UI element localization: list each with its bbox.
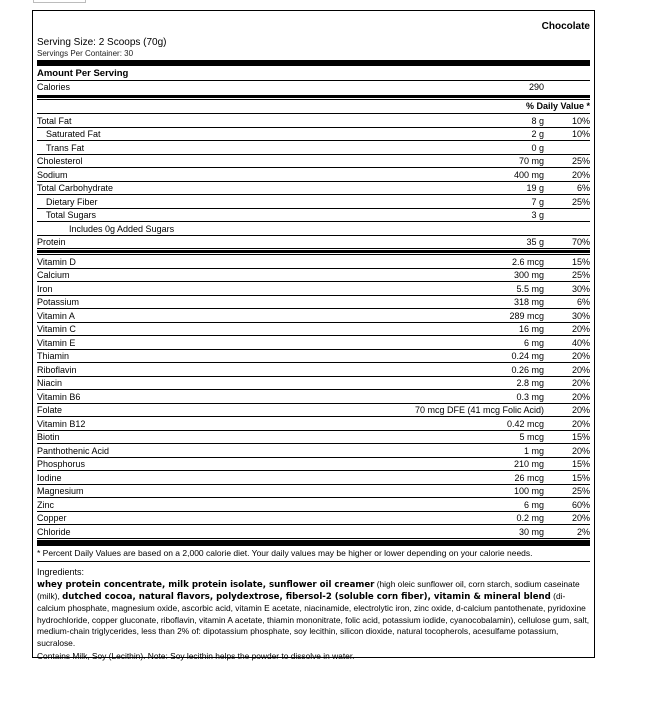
nutrient-row bbox=[37, 155, 590, 169]
nutrient-name: Protein bbox=[37, 237, 66, 247]
nutrient-amount: 1 mg bbox=[523, 445, 544, 456]
nutrient-row bbox=[37, 182, 590, 196]
nutrient-daily-value: 10% bbox=[571, 129, 590, 139]
nutrient-daily-value: 30% bbox=[571, 283, 590, 294]
nutrient-amount: 6 mg bbox=[523, 499, 544, 510]
nutrient-name: Sodium bbox=[37, 169, 68, 180]
nutrient-name: Total Fat bbox=[37, 115, 72, 126]
nutrient-amount: 19 g bbox=[526, 183, 544, 193]
nutrient-daily-value: 6% bbox=[576, 297, 590, 307]
nutrient-row bbox=[37, 431, 590, 445]
nutrient-name: Total Sugars bbox=[46, 210, 97, 220]
calories-value: 290 bbox=[528, 82, 544, 92]
nutrient-name: Folate bbox=[37, 405, 63, 415]
nutrient-name: Vitamin B6 bbox=[37, 391, 81, 402]
nutrient-row bbox=[37, 363, 590, 377]
nutrient-name: Riboflavin bbox=[37, 364, 77, 375]
nutrient-daily-value: 20% bbox=[571, 169, 590, 180]
nutrient-amount: 26 mcg bbox=[514, 472, 544, 483]
nutrient-name: Vitamin E bbox=[37, 337, 76, 348]
nutrient-daily-value: 6% bbox=[576, 183, 590, 193]
nutrient-name: Vitamin D bbox=[37, 256, 76, 267]
nutrient-name: Niacin bbox=[37, 378, 63, 388]
daily-value-header: % Daily Value * bbox=[37, 100, 590, 114]
nutrient-amount: 300 mg bbox=[513, 270, 544, 280]
nutrient-amount: 5 mcg bbox=[519, 432, 544, 442]
nutrient-name: Includes 0g Added Sugars bbox=[69, 223, 175, 234]
nutrient-name: Magnesium bbox=[37, 486, 84, 496]
nutrient-amount: 2 g bbox=[531, 129, 544, 139]
nutrient-daily-value: 20% bbox=[571, 364, 590, 375]
nutrient-row bbox=[37, 458, 590, 472]
nutrient-daily-value: 20% bbox=[571, 418, 590, 429]
calories-label: Calories bbox=[37, 82, 71, 92]
nutrient-amount: 210 mg bbox=[513, 459, 544, 469]
nutrient-amount: 8 g bbox=[531, 115, 544, 126]
nutrient-amount: 0.3 mg bbox=[516, 391, 544, 402]
nutrient-row bbox=[37, 323, 590, 337]
nutrient-row bbox=[37, 222, 590, 236]
nutrient-name: Biotin bbox=[37, 432, 60, 442]
nutrient-daily-value: 40% bbox=[571, 337, 590, 348]
nutrient-row bbox=[37, 350, 590, 364]
nutrient-row bbox=[37, 168, 590, 182]
nutrient-amount: 0 g bbox=[531, 142, 544, 153]
nutrient-row bbox=[37, 498, 590, 512]
nutrient-daily-value: 15% bbox=[571, 459, 590, 469]
ingredients-title: Ingredients: bbox=[37, 566, 85, 577]
nutrient-name: Vitamin C bbox=[37, 324, 76, 334]
nutrient-amount: 3 g bbox=[531, 210, 544, 220]
nutrient-amount: 0.26 mg bbox=[511, 364, 544, 375]
nutrient-daily-value: 15% bbox=[571, 432, 590, 442]
nutrient-amount: 100 mg bbox=[513, 486, 544, 496]
nutrient-row bbox=[37, 390, 590, 404]
top-tab-box bbox=[33, 0, 86, 3]
nutrient-name: Dietary Fiber bbox=[46, 196, 98, 207]
macronutrient-list bbox=[37, 114, 590, 249]
nutrient-name: Iodine bbox=[37, 472, 62, 483]
nutrient-row bbox=[37, 296, 590, 310]
nutrient-daily-value: 10% bbox=[571, 115, 590, 126]
nutrient-daily-value: 30% bbox=[571, 310, 590, 321]
nutrient-name: Zinc bbox=[37, 499, 55, 510]
nutrient-amount: 5.5 mg bbox=[516, 283, 544, 294]
nutrient-row bbox=[37, 236, 590, 250]
nutrient-name: Vitamin A bbox=[37, 310, 75, 321]
nutrient-amount: 400 mg bbox=[513, 169, 544, 180]
nutrient-row bbox=[37, 269, 590, 283]
nutrient-amount: 0.2 mg bbox=[516, 513, 544, 523]
nutrient-daily-value: 60% bbox=[571, 499, 590, 510]
nutrient-daily-value: 70% bbox=[571, 237, 590, 247]
nutrition-facts-label bbox=[32, 10, 595, 661]
nutrient-row bbox=[37, 444, 590, 458]
nutrient-amount: 16 mg bbox=[518, 324, 544, 334]
micronutrient-list bbox=[37, 255, 590, 539]
nutrient-name: Cholesterol bbox=[37, 156, 83, 166]
nutrient-row bbox=[37, 336, 590, 350]
nutrient-name: Phosphorus bbox=[37, 459, 86, 469]
ingredient-segment: (di-calcium phosphate, magnesium oxide, ascorbic acid, vitamin E acetate, niacinamide, electrolytic iron, zinc oxide, d-calcium pantothenate, pyridoxine hydrochloride, copper gluconate, riboflavin, vitamin A acetate, thiamin mononitrate, folic acid, potassium iodide, cyanocobalamin), cellulose gum, salt, medium-chain triglycerides, less than 2% of: dipotassium phosphate, soy lecithin, silicon dioxide, natural tocopherols, acesulfame potassium, sucralose. bbox=[37, 590, 590, 648]
nutrient-name: Panthothenic Acid bbox=[37, 445, 110, 456]
servings-per-container: Servings Per Container: 30 bbox=[37, 49, 134, 58]
nutrient-daily-value: 20% bbox=[571, 445, 590, 456]
nutrient-name: Calcium bbox=[37, 270, 70, 280]
nutrient-row bbox=[37, 471, 590, 485]
nutrient-row bbox=[37, 512, 590, 526]
nutrient-amount: 70 mcg DFE (41 mcg Folic Acid) bbox=[414, 405, 544, 415]
nutrient-daily-value: 25% bbox=[571, 196, 590, 207]
nutrient-daily-value: 20% bbox=[571, 513, 590, 523]
nutrient-amount: 2.6 mcg bbox=[511, 256, 544, 267]
nutrient-row bbox=[37, 114, 590, 128]
nutrient-daily-value: 25% bbox=[571, 270, 590, 280]
nutrient-name: Saturated Fat bbox=[46, 129, 101, 139]
nutrient-row bbox=[37, 141, 590, 155]
nutrient-name: Iron bbox=[37, 283, 53, 294]
nutrient-amount: 35 g bbox=[526, 237, 544, 247]
nutrient-daily-value: 15% bbox=[571, 256, 590, 267]
nutrient-amount: 289 mcg bbox=[509, 310, 544, 321]
nutrient-row bbox=[37, 128, 590, 142]
nutrient-row bbox=[37, 209, 590, 223]
nutrient-amount: 70 mg bbox=[518, 156, 544, 166]
nutrient-row bbox=[37, 255, 590, 269]
nutrient-row bbox=[37, 525, 590, 539]
nutrient-name: Chloride bbox=[37, 526, 71, 537]
nutrient-name: Trans Fat bbox=[46, 142, 85, 153]
nutrient-amount: 318 mg bbox=[513, 297, 544, 307]
nutrient-name: Thiamin bbox=[37, 351, 70, 361]
nutrient-row bbox=[37, 377, 590, 391]
nutrient-daily-value: 25% bbox=[571, 486, 590, 496]
nutrient-daily-value: 20% bbox=[571, 378, 590, 388]
nutrient-row bbox=[37, 309, 590, 323]
daily-value-footnote: * Percent Daily Values are based on a 2,000 calorie diet. Your daily values may be higher or lower depending on your calorie needs. bbox=[37, 546, 590, 562]
nutrient-row bbox=[37, 404, 590, 418]
flavor-name: Chocolate bbox=[541, 21, 590, 32]
ingredient-bold-segment: whey protein concentrate, milk protein isolate, sunflower oil creamer bbox=[37, 579, 375, 590]
nutrient-name: Potassium bbox=[37, 297, 80, 307]
nutrient-daily-value: 2% bbox=[576, 526, 590, 537]
nutrient-name: Copper bbox=[37, 513, 67, 523]
ingredient-bold-segment: dutched cocoa, natural flavors, polydextrose, fibersol-2 (soluble corn fiber), vitamin & mineral blend bbox=[62, 591, 551, 602]
nutrient-row bbox=[37, 417, 590, 431]
nutrient-name: Total Carbohydrate bbox=[37, 183, 114, 193]
nutrient-amount: 0.42 mcg bbox=[506, 418, 544, 429]
amount-per-serving-header: Amount Per Serving bbox=[37, 66, 590, 81]
nutrient-daily-value: 15% bbox=[571, 472, 590, 483]
allergen-statement: Contains Milk, Soy (Lecithin). Note: Soy lecithin helps the powder to dissolve in water. bbox=[37, 650, 355, 661]
nutrient-amount: 30 mg bbox=[518, 526, 544, 537]
nutrient-amount: 0.24 mg bbox=[511, 351, 544, 361]
ingredients-text bbox=[37, 579, 590, 649]
calories-row bbox=[37, 81, 590, 94]
nutrient-amount: 6 mg bbox=[523, 337, 544, 348]
nutrient-daily-value: 20% bbox=[571, 351, 590, 361]
nutrient-row bbox=[37, 195, 590, 209]
nutrient-daily-value: 25% bbox=[571, 156, 590, 166]
nutrient-amount: 2.8 mg bbox=[516, 378, 544, 388]
nutrient-amount: 7 g bbox=[531, 196, 544, 207]
nutrient-daily-value: 20% bbox=[571, 324, 590, 334]
nutrient-name: Vitamin B12 bbox=[37, 418, 86, 429]
nutrient-row bbox=[37, 282, 590, 296]
nutrient-daily-value: 20% bbox=[571, 391, 590, 402]
nutrient-daily-value: 20% bbox=[571, 405, 590, 415]
serving-size: Serving Size: 2 Scoops (70g) bbox=[37, 37, 167, 48]
nutrient-row bbox=[37, 485, 590, 499]
ingredient-segment: (high oleic sunflower oil, corn starch, sodium caseinate (milk), bbox=[37, 578, 580, 601]
